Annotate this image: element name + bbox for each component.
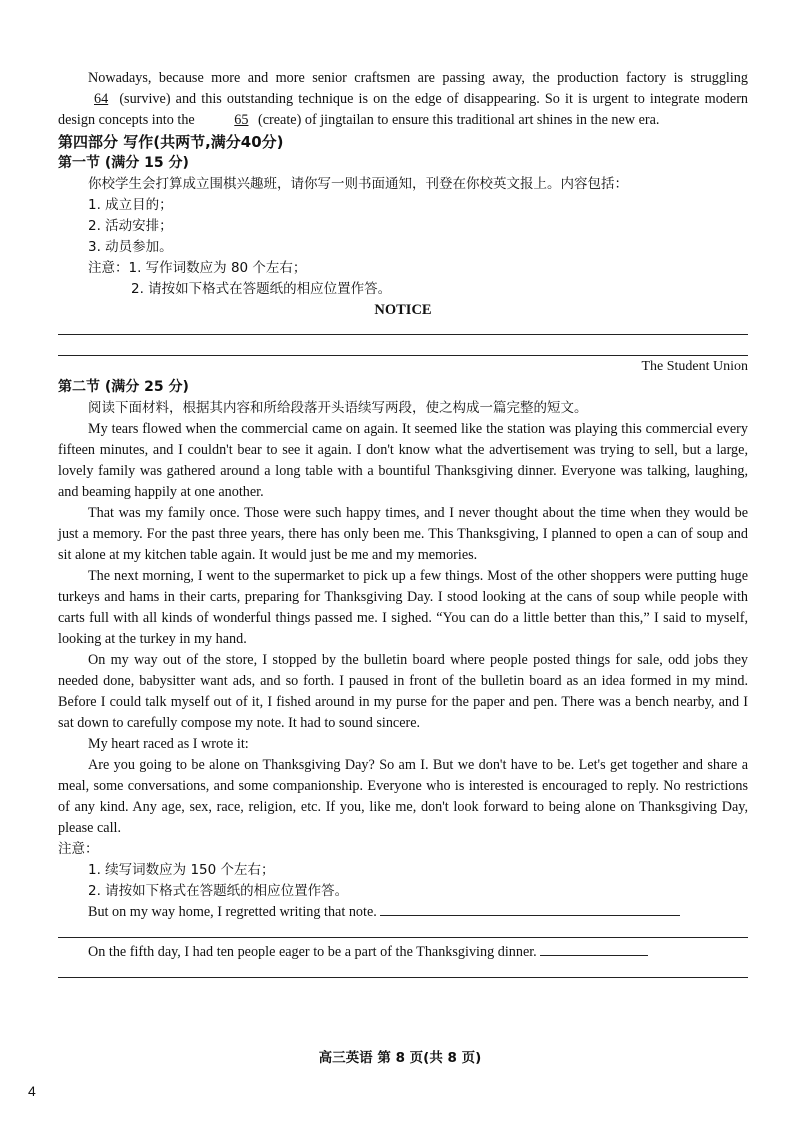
answer-line — [540, 955, 648, 956]
answer-line — [380, 915, 680, 916]
section1-note-1: 注意：1. 写作词数应为 80 个左右； — [88, 260, 307, 276]
reading-text-2: (survive) and this outstanding technique is on the edge of disappearing. So it is urgent to integrate modern design concepts into the — [58, 91, 749, 128]
section1-note-2: 2. 请按如下格式在答题纸的相应位置作答。 — [131, 281, 392, 297]
continuation-opening-2 — [58, 942, 748, 963]
section1-item-3: 3. 动员参加。 — [88, 239, 173, 255]
answer-line — [58, 937, 748, 938]
page-footer: 高三英语 第 8 页(共 8 页) — [318, 1050, 482, 1066]
section1-heading: 第一节 (满分 15 分) — [58, 155, 189, 171]
notice-signature: The Student Union — [641, 359, 748, 374]
section2-heading: 第二节 (满分 25 分) — [58, 379, 189, 395]
opening-1-text: But on my way home, I regretted writing that note. — [88, 904, 377, 920]
section1-item-1: 1. 成立目的； — [88, 197, 173, 213]
story-paragraph-4: On my way out of the store, I stopped by the bulletin board where people posted things for sale, odd jobs they needed done, babysitter want ads, and so forth. I paused in front of the bulletin board as an idea formed in my mind. Before I could talk myself out of it, I fished around in my purse for the paper and pen. There was a bench nearby, and I sat down to carefully compose my note. It had to sound sincere. — [58, 652, 748, 731]
section2-note-1: 1. 续写词数应为 150 个左右； — [88, 862, 275, 878]
story-paragraph-2: That was my family once. Those were such happy times, and I never thought about the time when they would be just a memory. For the past three years, there has only been me. This Thanksgiving, I planned to open a can of soup and sit alone at my kitchen table again. It would just be me and my memories. — [58, 505, 748, 563]
notice-title: NOTICE — [374, 302, 432, 318]
answer-line — [58, 355, 748, 356]
part4-heading: 第四部分 写作(共两节,满分40分) — [58, 133, 284, 151]
reading-text-1: Nowadays, because more and more senior craftsmen are passing away, the production factory is struggling — [88, 70, 748, 86]
section2-note-2: 2. 请按如下格式在答题纸的相应位置作答。 — [88, 883, 349, 899]
section1-item-2: 2. 活动安排； — [88, 218, 173, 234]
reading-paragraph — [58, 68, 748, 131]
reading-text-3: (create) of jingtailan to ensure this traditional art shines in the new era. — [258, 112, 660, 128]
blank-64: 64 — [94, 91, 109, 107]
story-paragraph-5: My heart raced as I wrote it: — [88, 736, 249, 752]
blank-65: 65 — [234, 112, 249, 128]
answer-line — [58, 977, 748, 978]
story-paragraph-3: The next morning, I went to the supermarket to pick up a few things. Most of the other shoppers were putting huge turkeys and hams in their carts, preparing for Thanksgiving Day. I stood looking at the cans of soup while people with carts full with all kinds of wonderful things passed me. I sighed. “You can do a little better than this,” I said to myself, looking at the turkey in my hand. — [58, 568, 748, 647]
section2-prompt: 阅读下面材料，根据其内容和所给段落开头语续写两段，使之构成一篇完整的短文。 — [88, 400, 588, 416]
section1-prompt: 你校学生会打算成立围棋兴趣班，请你写一则书面通知，刊登在你校英文报上。内容包括： — [88, 176, 628, 192]
story-paragraph-6: Are you going to be alone on Thanksgiving Day? So am I. But we don't have to be. Let's get together and share a meal, some conversations, and some companionship. Everyone who is interested is encouraged to reply. No restrictions of any kind. Any age, sex, race, religion, etc. If you, like me, don't look forward to being alone on Thanksgiving Day, please call. — [58, 757, 748, 836]
opening-2-text: On the fifth day, I had ten people eager to be a part of the Thanksgiving dinner. — [88, 944, 537, 960]
continuation-opening-1 — [58, 902, 748, 923]
corner-page-number: 4 — [28, 1083, 36, 1099]
story-paragraph-1: My tears flowed when the commercial came on again. It seemed like the station was playing this commercial every fifteen minutes, and I couldn't bear to see it again. I don't know what the advertisement was trying to sell, but a large, lovely family was gathered around a long table with a bountiful Thanksgiving dinner. Everyone was talking, laughing, and beaming happily at one another. — [58, 421, 748, 500]
exam-page — [58, 68, 748, 978]
section2-note-label: 注意： — [58, 841, 99, 857]
